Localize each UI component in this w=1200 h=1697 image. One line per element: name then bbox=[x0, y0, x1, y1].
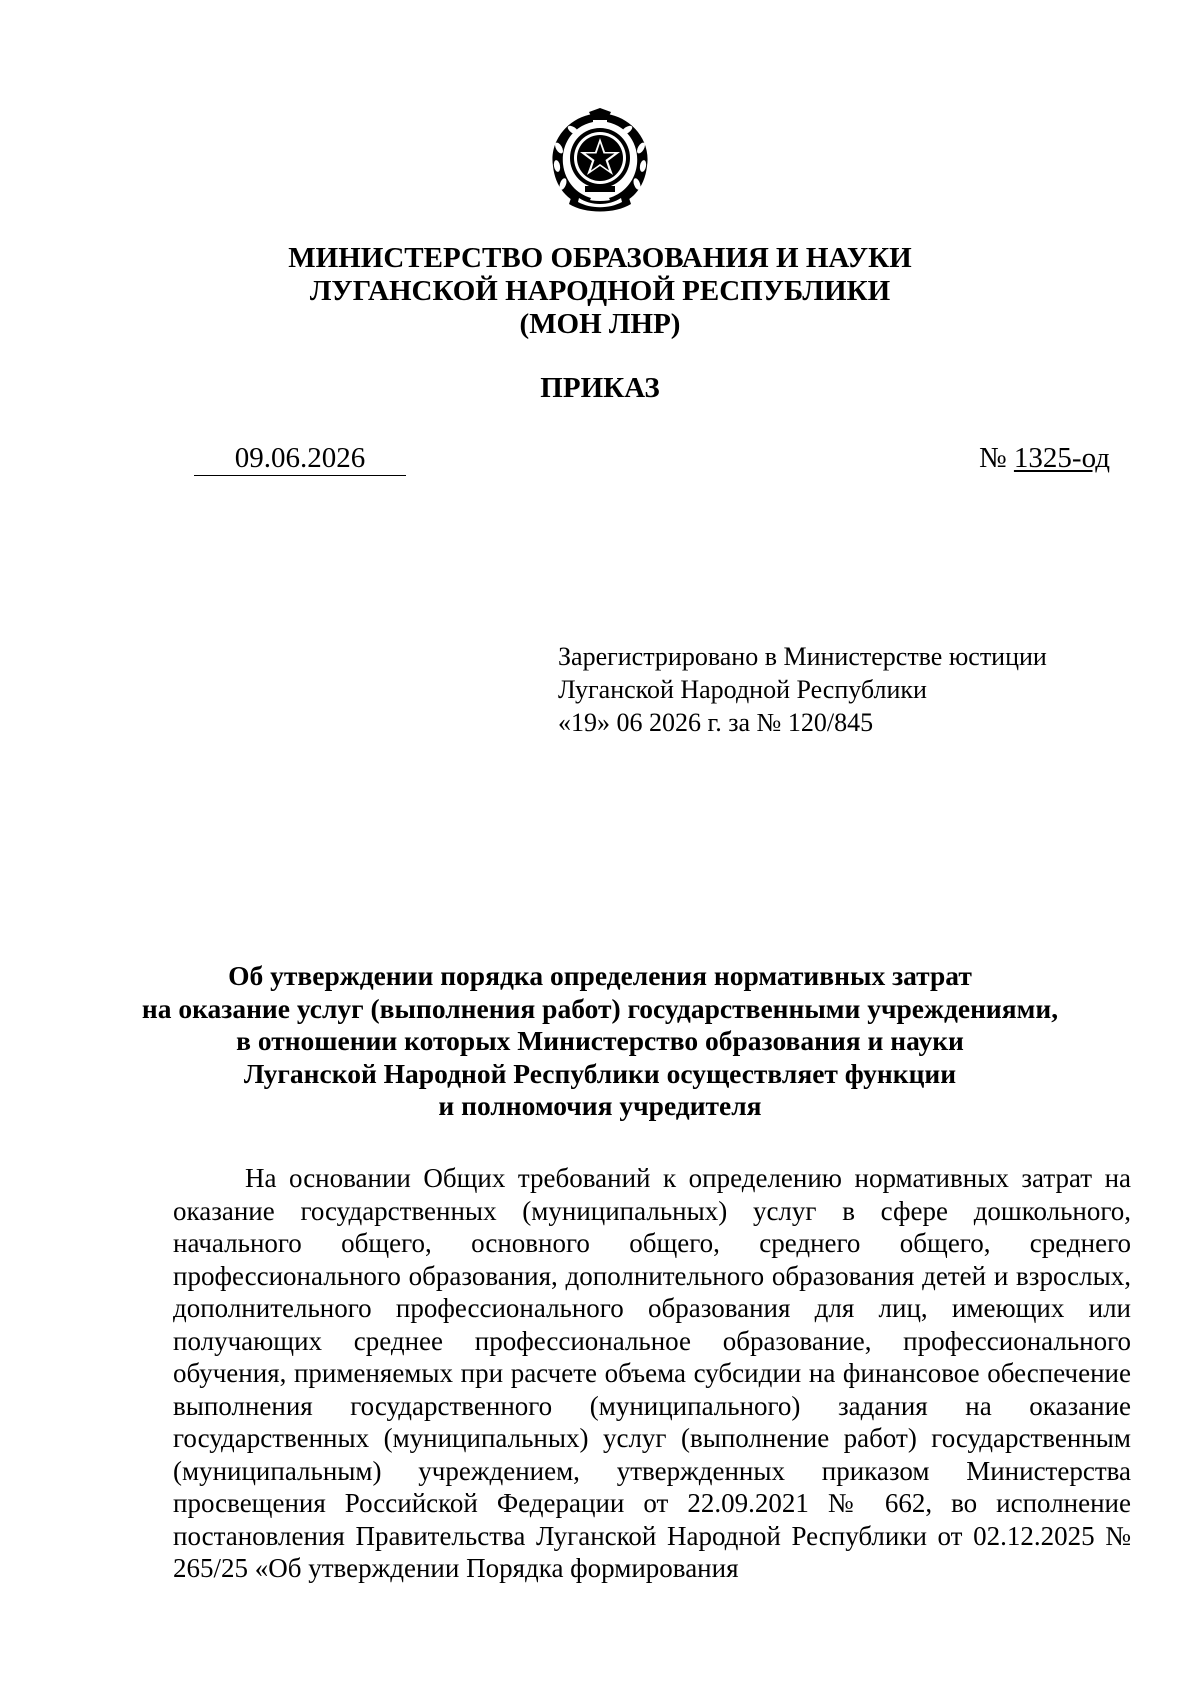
registration-line-2: Луганской Народной Республики bbox=[558, 675, 927, 704]
document-title-line-2: на оказание услуг (выполнения работ) государственными учреждениями, bbox=[141, 992, 1059, 1024]
ministry-name-line-1: МИНИСТЕРСТВО ОБРАЗОВАНИЯ И НАУКИ bbox=[288, 242, 912, 274]
document-title-line-3: в отношении которых Министерство образования и науки bbox=[236, 1025, 964, 1056]
registration-line-3: «19» 06 2026 г. за № 120/845 bbox=[558, 708, 874, 737]
document-title-line-1: Об утверждении порядка определения нормативных затрат bbox=[228, 960, 972, 991]
document-title bbox=[0, 960, 1200, 1123]
ministry-header bbox=[0, 242, 1200, 341]
order-number-value: 1325-од bbox=[1013, 442, 1110, 474]
registration-line-1: Зарегистрировано в Министерстве юстиции bbox=[558, 642, 1047, 671]
ministry-abbreviation: (МОН ЛНР) bbox=[519, 308, 681, 340]
body-paragraph: На основании Общих требований к определению нормативных затрат на оказание государственных (муниципальных) услуг в сфере дошкольного, начального общего, основного общего, среднего общего, среднего профессионального образования, дополнительного образования детей и взрослых, дополнительного профессионального образования для лиц, имеющих или получающих среднее профессиональное образование, профессионального обучения, применяемых при расчете объема субсидии на финансовое обеспечение выполнения государственного (муниципального) задания на оказание государственных (муниципальных) услуг (выполнение работ) государственным (муниципальным) учреждением, утвержденных приказом Министерства просвещения Российской Федерации от 22.09.2021 № 662, во исполнение постановления Правительства Луганской Народной Республики от 02.12.2025 № 265/25 «Об утверждении Порядка формирования bbox=[173, 1163, 1131, 1583]
ministry-name-line-2: ЛУГАНСКОЙ НАРОДНОЙ РЕСПУБЛИКИ bbox=[309, 275, 891, 307]
document-title-line-5: и полномочия учредителя bbox=[438, 1090, 762, 1121]
coat-of-arms-emblem bbox=[539, 108, 661, 216]
document-title-line-4: Луганской Народной Республики осуществляет функции bbox=[243, 1057, 957, 1089]
order-number-prefix: № bbox=[979, 442, 1014, 474]
order-title: ПРИКАЗ bbox=[540, 372, 660, 404]
order-date: 09.06.2026 bbox=[194, 442, 406, 476]
registration-stamp bbox=[558, 640, 1047, 739]
order-number bbox=[979, 442, 1110, 475]
